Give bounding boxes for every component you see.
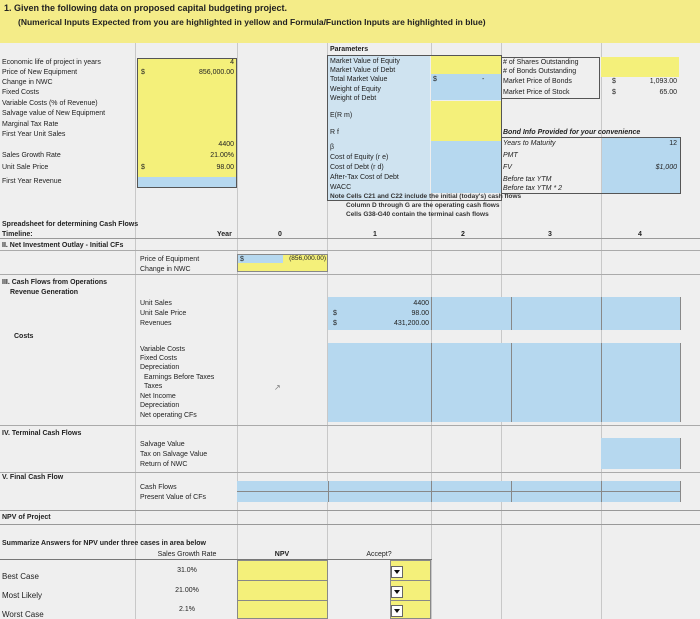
col-npv: NPV [274, 551, 290, 558]
label-taxes: Taxes [144, 383, 163, 390]
label-change-nwc: Change in NWC [2, 79, 53, 86]
label-fixed-costs-cf: Fixed Costs [140, 355, 177, 362]
label-revenues: Revenues [140, 320, 172, 327]
label-sales-growth: Sales Growth Rate [2, 152, 61, 159]
page-title: 1. Given the following data on proposed capital budgeting project. [4, 3, 288, 13]
label-cost-debt: Cost of Debt (r d) [330, 164, 384, 171]
year-1: 1 [373, 231, 377, 238]
currency-price-equipment: $ [141, 69, 145, 76]
value-economic-life[interactable]: 4 [230, 59, 234, 66]
growth-best-case: 31.0% [177, 567, 197, 574]
label-depreciation: Depreciation [140, 364, 180, 371]
param-blue-1[interactable] [431, 74, 501, 100]
label-before-ytm2: Before tax YTM * 2 [503, 185, 563, 192]
value-fv[interactable]: $1,000 [655, 164, 677, 171]
label-tax-salvage: Tax on Salvage Value [140, 451, 208, 458]
label-fixed-costs: Fixed Costs [2, 89, 39, 96]
label-depreciation-2: Depreciation [140, 402, 180, 409]
label-variable-costs-cf: Variable Costs [140, 346, 186, 353]
label-bond-info: Bond Info Provided for your convenience [503, 129, 641, 136]
label-fv: FV [503, 164, 512, 171]
final-cf-header: V. Final Cash Flow [2, 474, 64, 481]
npv-project-label: NPV of Project [2, 514, 51, 521]
initial-outlay-header: II. Net Investment Outlay - Initial CFs [2, 242, 124, 249]
label-stock-price: Market Price of Stock [503, 89, 570, 96]
accept-dropdown-best[interactable] [391, 566, 403, 578]
label-before-ytm: Before tax YTM [503, 176, 552, 183]
label-erm: E(R m) [330, 112, 353, 119]
currency-unit-price-y1: $ [333, 310, 337, 317]
label-first-year-units: First Year Unit Sales [2, 131, 66, 138]
year-0: 0 [278, 231, 282, 238]
npv-yellow-cells[interactable] [237, 560, 328, 619]
param-blue-2[interactable] [431, 141, 501, 193]
currency-revenues-y1: $ [333, 320, 337, 327]
label-price-equipment: Price of New Equipment [2, 69, 78, 76]
costs-header: Costs [14, 333, 34, 340]
label-marginal-tax: Marginal Tax Rate [2, 121, 59, 128]
label-weight-equity: Weight of Equity [330, 86, 381, 93]
label-first-year-revenue: First Year Revenue [2, 178, 62, 185]
value-first-year-units[interactable]: 4400 [218, 141, 234, 148]
label-total-mv: Total Market Value [330, 76, 388, 83]
cursor-icon: ↗ [274, 383, 281, 392]
note-line-2: Column D through G are the operating cash flows [346, 202, 500, 209]
label-mv-equity: Market Value of Equity [330, 58, 400, 65]
market-yellow-inputs[interactable] [601, 57, 679, 77]
label-after-tax-debt: After-Tax Cost of Debt [330, 174, 399, 181]
value-price-equipment[interactable]: 856,000.00 [198, 69, 234, 76]
page-subtitle: (Numerical Inputs Expected from you are highlighted in yellow and Formula/Function Inputs are highlighted in blue) [18, 17, 486, 27]
label-unit-sales: Unit Sales [140, 300, 172, 307]
value-sales-growth[interactable]: 21.00% [210, 152, 234, 159]
label-economic-life: Economic life of project in years [2, 59, 101, 66]
terminal-blue-cells[interactable] [601, 438, 681, 469]
label-variable-costs: Variable Costs (% of Revenue) [2, 100, 98, 107]
currency-bond-price: $ [612, 78, 616, 85]
currency-stock-price: $ [612, 89, 616, 96]
cashflow-title: Spreadsheet for determining Cash Flows [2, 221, 139, 228]
value-total-mv: - [482, 76, 485, 83]
currency-initial: $ [240, 256, 244, 263]
cost-blue-rows[interactable] [328, 343, 681, 422]
col-sales-growth: Sales Growth Rate [157, 551, 217, 558]
initial-blue-cell[interactable] [238, 255, 283, 263]
summary-title: Summarize Answers for NPV under three cases in area below [2, 540, 206, 547]
row-most-likely: Most Likely [2, 591, 43, 600]
label-mv-debt: Market Value of Debt [330, 67, 396, 74]
year-label: Year [217, 231, 232, 238]
label-wacc: WACC [330, 184, 352, 191]
label-cash-flows: Cash Flows [140, 484, 177, 491]
label-pv-cfs: Present Value of CFs [140, 494, 207, 501]
label-cost-equity: Cost of Equity (r e) [330, 154, 389, 161]
row-best-case: Best Case [2, 572, 39, 581]
chevron-down-icon [394, 570, 400, 574]
label-net-income: Net Income [140, 393, 176, 400]
currency-total-mv: $ [433, 76, 437, 83]
year-4: 4 [638, 231, 642, 238]
year-2: 2 [461, 231, 465, 238]
revenue-generation-header: Revenue Generation [10, 289, 79, 296]
row-worst-case: Worst Case [2, 610, 44, 619]
label-salvage-value: Salvage value of New Equipment [2, 110, 106, 117]
accept-dropdown-worst[interactable] [391, 605, 403, 617]
label-rf: R f [330, 129, 339, 136]
label-weight-debt: Weight of Debt [330, 95, 377, 102]
value-years-maturity[interactable]: 12 [669, 140, 677, 147]
label-cf-change-nwc: Change in NWC [140, 266, 191, 273]
operations-header: III. Cash Flows from Operations [2, 279, 108, 286]
value-unit-sales-y1[interactable]: 4400 [413, 300, 429, 307]
label-pmt: PMT [503, 152, 518, 159]
label-return-nwc: Return of NWC [140, 461, 188, 468]
terminal-cf-header: IV. Terminal Cash Flows [2, 430, 82, 437]
label-beta: β [330, 144, 335, 151]
label-bonds-outstanding: # of Bonds Outstanding [503, 68, 577, 75]
note-line-3: Cells G38-G40 contain the terminal cash flows [346, 211, 489, 218]
value-bond-price[interactable]: 1,093.00 [649, 78, 677, 85]
chevron-down-icon [394, 590, 400, 594]
chevron-down-icon [394, 609, 400, 613]
timeline-label: Timeline: [2, 231, 33, 238]
year-3: 3 [548, 231, 552, 238]
currency-unit-price: $ [141, 164, 145, 171]
value-unit-price-y1[interactable]: 98.00 [411, 310, 429, 317]
label-shares-outstanding: # of Shares Outstanding [503, 59, 579, 66]
label-unit-sale-price: Unit Sale Price [140, 310, 187, 317]
label-years-maturity: Years to Maturity [503, 140, 556, 147]
label-cf-price-equipment: Price of Equipment [140, 256, 200, 263]
accept-dropdown-most-likely[interactable] [391, 586, 403, 598]
value-revenues-y1[interactable]: 431,200.00 [393, 320, 429, 327]
label-salvage-cf: Salvage Value [140, 441, 185, 448]
value-stock-price[interactable]: 65.00 [659, 89, 677, 96]
param-yellow-1[interactable] [431, 56, 501, 74]
param-yellow-2[interactable] [431, 101, 501, 141]
label-net-op-cf: Net operating CFs [140, 412, 197, 419]
growth-worst-case: 2.1% [179, 606, 195, 613]
label-unit-price: Unit Sale Price [2, 164, 49, 171]
growth-most-likely: 21.00% [175, 587, 199, 594]
value-unit-price[interactable]: 98.00 [216, 164, 234, 171]
col-accept: Accept? [366, 551, 392, 558]
value-initial-outlay[interactable]: (856,000.00) [289, 255, 326, 262]
parameters-header: Parameters [330, 46, 369, 53]
label-bond-price: Market Price of Bonds [503, 78, 572, 85]
label-ebt: Earnings Before Taxes [144, 374, 215, 381]
note-line-1: Note Cells C21 and C22 include the initial (today's) cash flows [330, 193, 522, 200]
